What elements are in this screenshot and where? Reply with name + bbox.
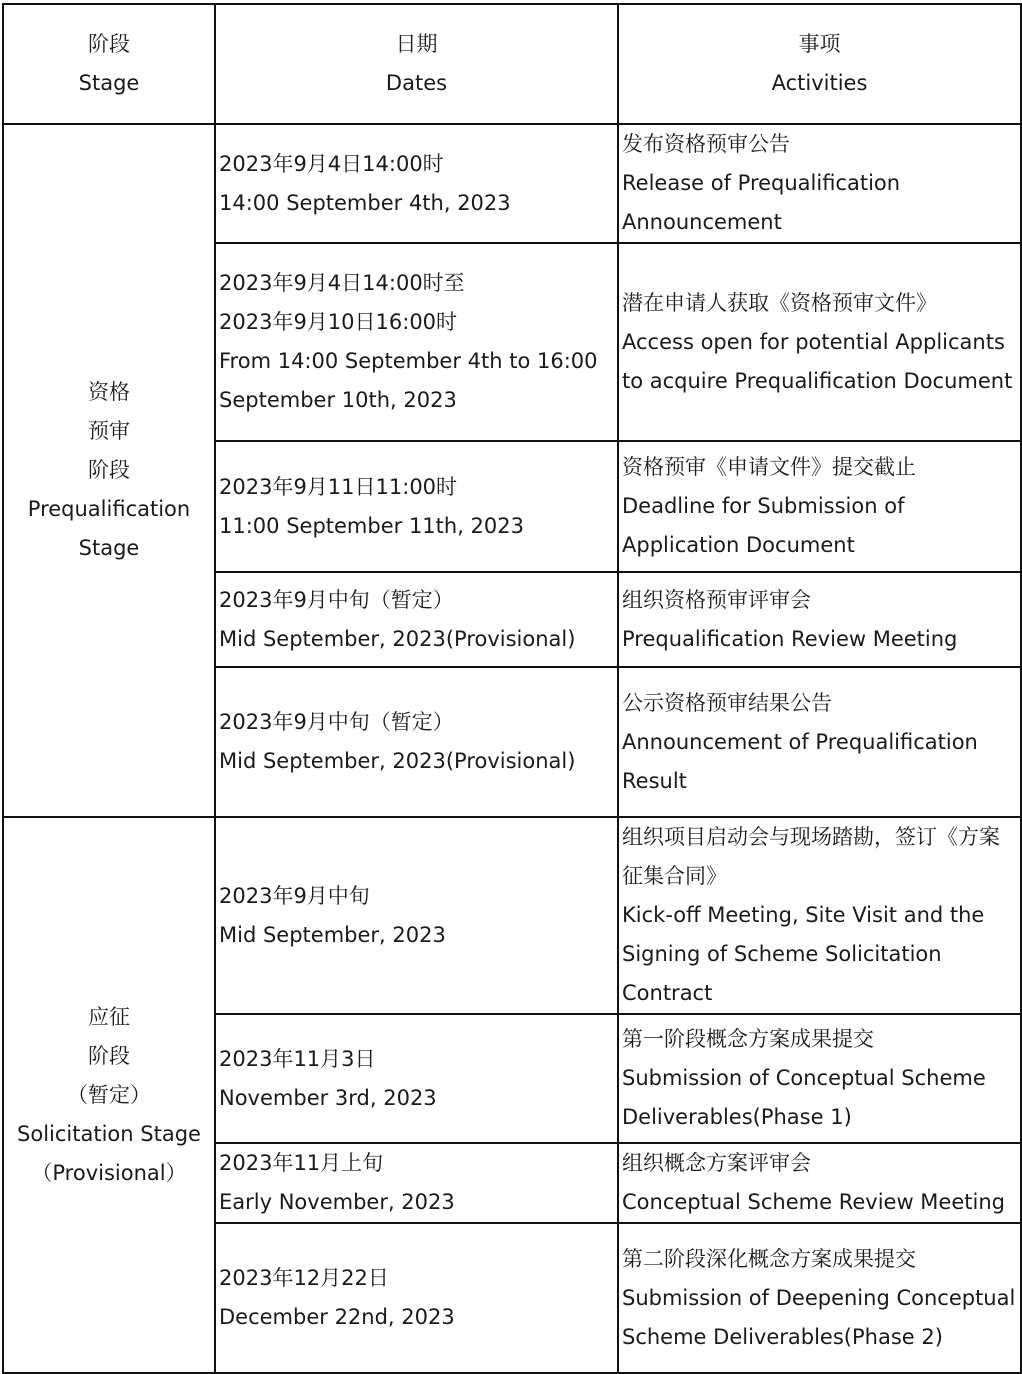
header-dates: 日期 Dates [215, 4, 618, 124]
header-row [3, 4, 1021, 124]
activity-cell: 第一阶段概念方案成果提交 Submission of Conceptual Scheme Deliverables(Phase 1) [618, 1014, 1021, 1143]
activity-cell: 组织项目启动会与现场踏勘，签订《方案征集合同》 Kick-off Meeting, Site Visit and the Signing of Scheme Solicitation Contract [618, 817, 1021, 1014]
date-cell: 2023年9月中旬 Mid September, 2023 [215, 817, 618, 1014]
activity-cell: 组织资格预审评审会 Prequalification Review Meeting [618, 572, 1021, 667]
table-row [3, 124, 1021, 243]
activity-cell: 资格预审《申请文件》提交截止 Deadline for Submission of Application Document [618, 441, 1021, 572]
stage-label-prequalification: 资格 预审 阶段 Prequalification Stage [3, 124, 215, 817]
activity-cell: 潜在申请人获取《资格预审文件》 Access open for potential Applicants to acquire Prequalification Document [618, 243, 1021, 441]
header-stage: 阶段 Stage [3, 4, 215, 124]
activity-cell: 组织概念方案评审会 Conceptual Scheme Review Meeting [618, 1143, 1021, 1223]
date-cell: 2023年9月中旬（暂定） Mid September, 2023(Provisional) [215, 667, 618, 817]
activity-cell: 公示资格预审结果公告 Announcement of Prequalification Result [618, 667, 1021, 817]
date-cell: 2023年11月3日 November 3rd, 2023 [215, 1014, 618, 1143]
activity-cell: 发布资格预审公告 Release of Prequalification Announcement [618, 124, 1021, 243]
date-cell: 2023年9月11日11:00时 11:00 September 11th, 2023 [215, 441, 618, 572]
activity-cell: 第二阶段深化概念方案成果提交 Submission of Deepening Conceptual Scheme Deliverables(Phase 2) [618, 1223, 1021, 1373]
schedule-table [2, 3, 1022, 1374]
date-cell: 2023年9月4日14:00时至 2023年9月10日16:00时 From 14:00 September 4th to 16:00 September 10th, 2023 [215, 243, 618, 441]
date-cell: 2023年12月22日 December 22nd, 2023 [215, 1223, 618, 1373]
date-cell: 2023年11月上旬 Early November, 2023 [215, 1143, 618, 1223]
date-cell: 2023年9月4日14:00时 14:00 September 4th, 2023 [215, 124, 618, 243]
date-cell: 2023年9月中旬（暂定） Mid September, 2023(Provisional) [215, 572, 618, 667]
table-row [3, 817, 1021, 1014]
stage-label-solicitation: 应征 阶段 （暂定） Solicitation Stage （Provisional） [3, 817, 215, 1373]
header-activities: 事项 Activities [618, 4, 1021, 124]
